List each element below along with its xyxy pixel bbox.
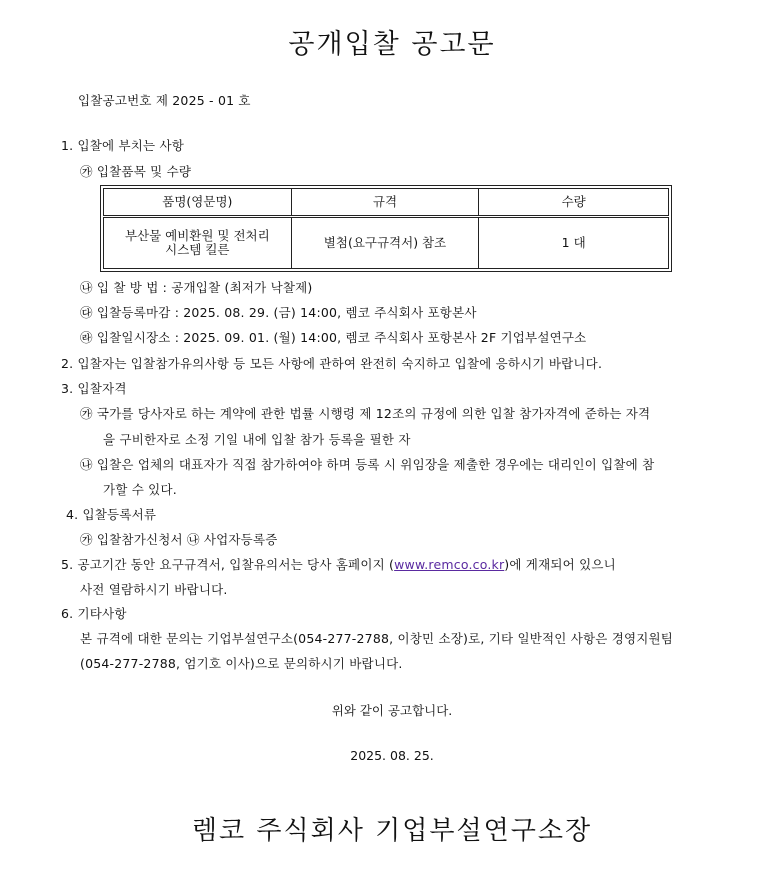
section-6-line2: (054-277-2788, 엄기호 이사)으로 문의하시기 바랍니다.: [80, 656, 403, 671]
item-name-line1: 부산물 예비환원 및 전처리: [124, 228, 270, 243]
table-header-name: 품명(영문명): [104, 189, 292, 217]
section-5-line2: 사전 열람하시기 바랍니다.: [80, 582, 228, 597]
closing-text: 위와 같이 공고합니다.: [331, 703, 453, 718]
table-header-spec: 규격: [291, 189, 479, 217]
notice-number: 입찰공고번호 제 2025 - 01 호: [78, 93, 251, 108]
section-5-text-post: )에 게재되어 있으니: [504, 557, 616, 572]
section-1-item-ra: ㉱ 입찰일시장소 : 2025. 09. 01. (월) 14:00, 렘코 주식회사 포항본사 2F 기업부설연구소: [80, 330, 587, 345]
section-6-heading: 6. 기타사항: [61, 606, 127, 621]
section-5-line1: [61, 555, 616, 573]
section-5-text-pre: 5. 공고기간 동안 요구규격서, 입찰유의서는 당사 홈페이지 (: [61, 557, 395, 572]
table-cell-qty: 1 대: [479, 217, 669, 269]
section-3-heading: 3. 입찰자격: [61, 381, 127, 396]
homepage-link[interactable]: www.remco.co.kr: [394, 557, 505, 572]
table-cell-name: [104, 217, 292, 269]
section-1-item-na: ㉯ 입 찰 방 법 : 공개입찰 (최저가 낙찰제): [80, 280, 313, 295]
section-3-na-line1: ㉯ 입찰은 업체의 대표자가 직접 참가하여야 하며 등록 시 위임장을 제출한 경우에는 대리인이 입찰에 참: [80, 457, 655, 472]
table-header-qty: 수량: [479, 189, 669, 217]
table-header-row: [104, 189, 669, 217]
bid-items-table: [103, 188, 669, 269]
issuer-signature: 렘코 주식회사 기업부설연구소장: [191, 816, 593, 846]
section-1-item-da: ㉰ 입찰등록마감 : 2025. 08. 29. (금) 14:00, 렘코 주식회사 포항본사: [80, 305, 477, 320]
section-4-heading: 4. 입찰등록서류: [66, 507, 157, 522]
section-4-items: ㉮ 입찰참가신청서 ㉯ 사업자등록증: [80, 532, 278, 547]
section-3-na-line2: 가할 수 있다.: [103, 482, 177, 497]
section-1-item-ga: ㉮ 입찰품목 및 수량: [80, 164, 192, 179]
item-name-line2: 시스템 킬른: [165, 242, 230, 257]
section-3-ga-line2: 을 구비한자로 소정 기일 내에 입찰 참가 등록을 필한 자: [103, 432, 411, 447]
table-cell-spec: 별첨(요구규격서) 참조: [291, 217, 479, 269]
section-3-ga-line1: ㉮ 국가를 당사자로 하는 계약에 관한 법률 시행령 제 12조의 규정에 의한 입찰 참가자격에 준하는 자격: [80, 406, 651, 421]
page-title: 공개입찰 공고문: [288, 29, 496, 60]
section-6-line1: 본 규격에 대한 문의는 기업부설연구소(054-277-2788, 이창민 소장)로, 기타 일반적인 사항은 경영지원팀: [80, 631, 674, 646]
section-1-heading: 1. 입찰에 부치는 사항: [61, 138, 185, 153]
notice-date: 2025. 08. 25.: [350, 748, 434, 763]
table-row: [104, 217, 669, 269]
section-2: 2. 입찰자는 입찰참가유의사항 등 모든 사항에 관하여 완전히 숙지하고 입찰에 응하시기 바랍니다.: [61, 356, 603, 371]
